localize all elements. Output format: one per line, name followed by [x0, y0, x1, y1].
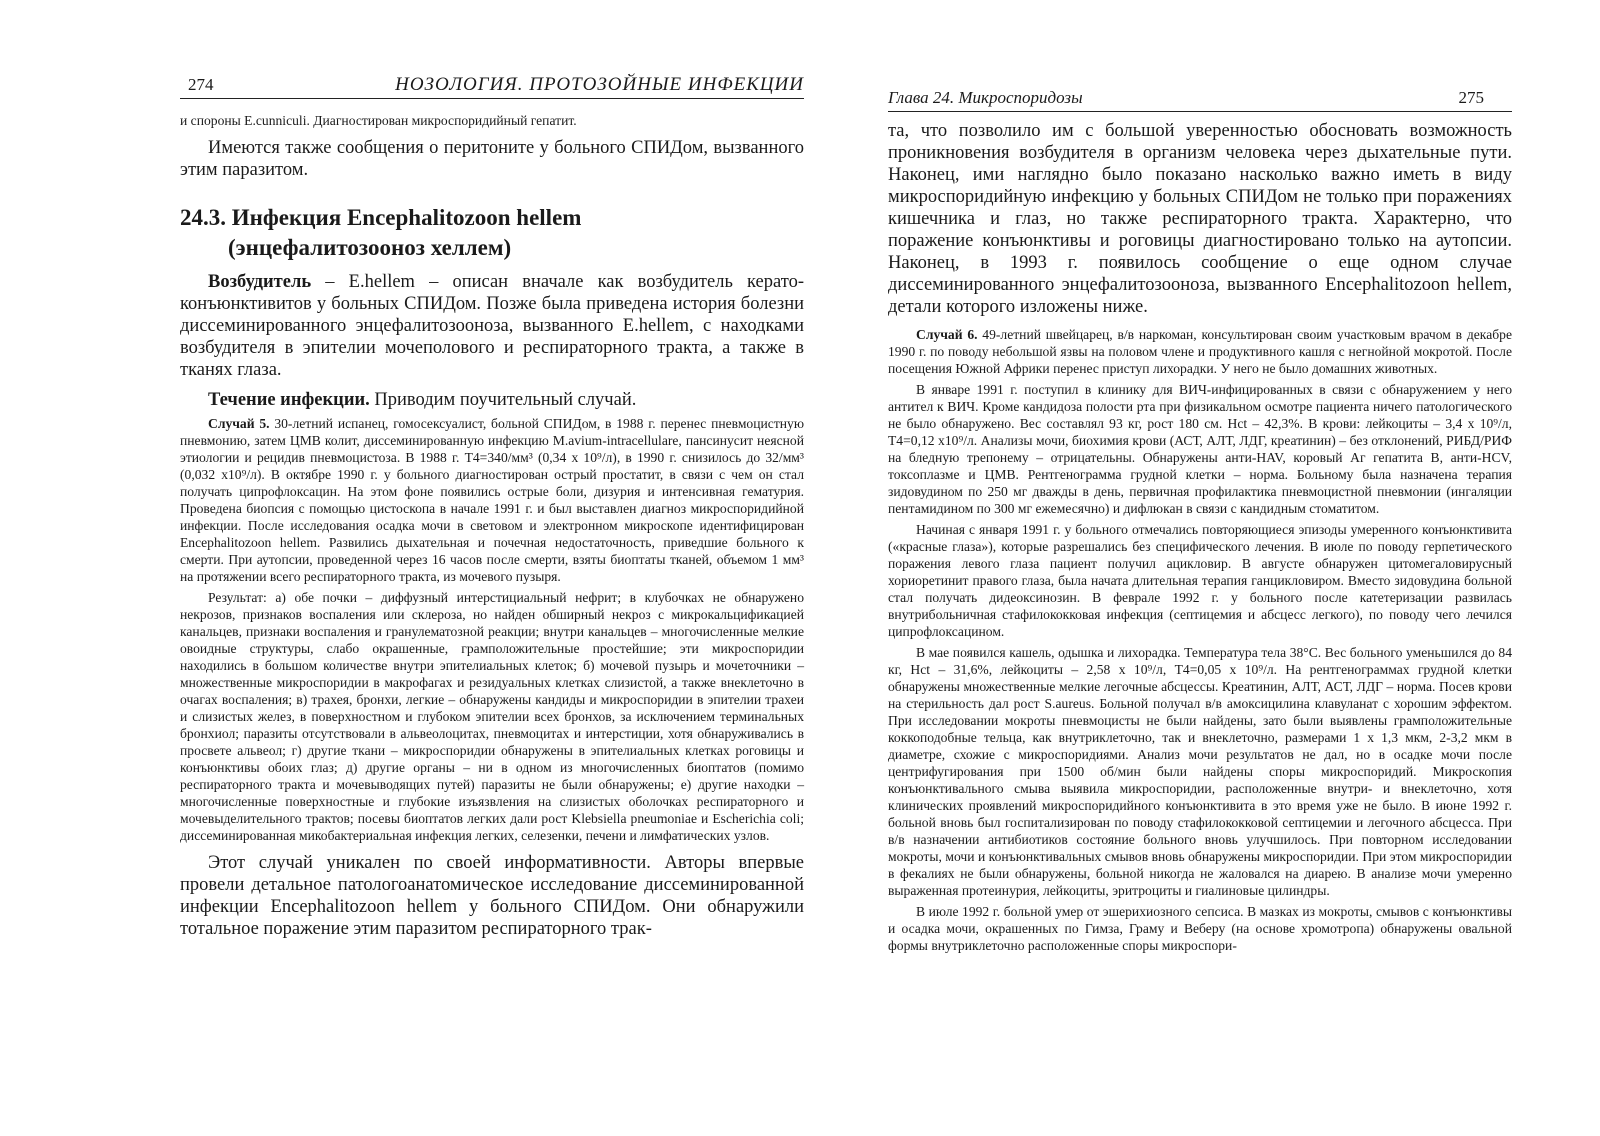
- paragraph: В июле 1992 г. больной умер от эшерихиозного сепсиса. В мазках из мокроты, смывов с конъюнктивы и осадка мочи, окрашенных по Гимза, Граму и Веберу (на основе хромотропа) обнаружены овальной формы внутриклеточно расположенные споры микроспори-: [888, 904, 1512, 953]
- run-in-label: Возбудитель: [208, 272, 312, 292]
- continued-paragraph: и спороны E.cunniculi. Диагностирован микроспоридийный гепатит.: [180, 113, 577, 128]
- paragraph: [180, 389, 804, 411]
- paragraph-text: – E.hellem – описан вначале как возбудитель керато-конъюнктивитов у больных СПИДом. Позже была приведена история болезни диссеминированного энцефалитозооноза, вызванного E.hellem, с находками возбудителя в эпителии мочеполового и респираторного тракта, а также в тканях глаза.: [180, 272, 804, 380]
- case-text: 49-летний швейцарец, в/в наркоман, консультирован своим участковым врачом в декабре 1990 г. по поводу небольшой язвы на половом члене и продуктивного кашля с негнойной мокротой. После посещения Южной Африки перенес приступ лихорадки. У него не было домашних животных.: [888, 327, 1512, 376]
- continued-paragraph: та, что позволило им с большой уверенностью обосновать возможность проникновения возбудителя в организм человека через дыхательные пути. Наконец, ими наглядно было показано насколько важно иметь в виду микроспоридийную инфекцию у больных СПИДом не только при поражениях кишечника и глаз, но также респираторного тракта. Характерно, что поражение конъюнктивы и роговицы диагностировано только на аутопсии. Наконец, в 1993 г. появилось сообщение о еще одном случае диссеминированного энцефалитозооноза, вызванного Encephalitozoon hellem, детали которого изложены ниже.: [888, 121, 1512, 317]
- case-paragraph: [180, 415, 804, 585]
- case-label: Случай 5.: [208, 416, 270, 431]
- paragraph: Начиная с января 1991 г. у больного отмечались повторяющиеся эпизоды умеренного конъюнктивита («красные глаза»), которые разрешались без специфического лечения. В июле по поводу герпетического поражения левого глаза пациент получил ацикловир. В августе обнаружен цитомегаловирусный хориоретинит правого глаза, была начата длительная терапия ганцикловиром. Вместо зидовудина больной стал получать дидеоксинозин. В феврале 1992 г. у больного после катетеризации развилась внутрибольничная стафилококковая инфекция (септицемия и абсцесс легкого), по поводу чего лечился ципрофлоксацином.: [888, 522, 1512, 639]
- result-paragraph: Результат: а) обе почки – диффузный интерстициальный нефрит; в клубочках не обнаружено некрозов, признаков воспаления или склероза, но найден обширный некроз с микрокальцификацией канальцев, признаки воспаления и гранулематозной реакции; внутри канальцев – многочисленные мелкие овоидные структуры, слабо окрашенные, грамположительные простейшие; эти микроспоридии находились в большом количестве внутри эпителиальных клеток; б) мочевой пузырь и мочеточники – множественные микроспоридии в макрофагах и резидуальных клетках слизистой, а также внеклеточно в очагах воспаления; в) трахея, бронхи, легкие – обнаружены кандиды и микроспоридии в эпителии трахеи и слизистых желез, в поверхностном и глубоком эпителии всех бронхов, за исключением терминальных бронхиол; паразиты отсутствовали в альвеолоцитах, пневмоцитах и интерстиции, хотя обнаруживались в просвете альвеол; г) другие ткани – микроспоридии обнаружены в эпителиальных клетках роговицы и конъюнктивы обоих глаз; д) другие органы – ни в одном из многочисленных биоптатов (помимо респираторного тракта и мочевыводящих путей) паразиты не были обнаружены; е) другие находки – многочисленные поверхностные и глубокие изъязвления на слизистых оболочках респираторного и мочевыделительного трактов; посевы биоптатов легких дали рост Klebsiella pneumoniae и Escherichia coli; диссеминированная микобактериальная инфекция легких, селезенки, печени и лимфатических узлов.: [180, 590, 804, 843]
- case-label: Случай 6.: [916, 327, 978, 342]
- paragraph: В январе 1991 г. поступил в клинику для ВИЧ-инфицированных в связи с обнаружением у него антител к ВИЧ. Кроме кандидоза полости рта при физикальном осмотре пациента ничего патологического не было обнаружено. Вес составлял 93 кг, рост 180 см. Hct – 42,3%. В крови: лейкоциты – 3,4 х 10⁹/л, T4=0,12 х10⁹/л. Анализы мочи, биохимия крови (АСТ, АЛТ, ЛДГ, креатинин) – без отклонений, РИБД/РИФ на бледную трепонему – отрицательны. Обнаружены анти-HAV, коровый Аг гепатита В, анти-HCV, токсоплазме и ЦМВ. Рентгенограмма грудной клетки – норма. Больному была назначена терапия зидовудином по 250 мг дважды в день, первичная профилактика пневмоцистной пневмонии (ингаляции пентамидином по 300 мг ежемесячно) и дифлюкан в связи с кандидным стоматитом.: [888, 382, 1512, 516]
- running-head: [180, 74, 804, 99]
- paragraph-text: Приводим поучительный случай.: [369, 390, 637, 410]
- case-paragraph: [888, 326, 1512, 377]
- running-head: [888, 87, 1512, 112]
- paragraph: Имеются также сообщения о перитоните у больного СПИДом, вызванного этим паразитом.: [180, 138, 804, 180]
- paragraph: Этот случай уникален по своей информативности. Авторы впервые провели детальное патологоанатомическое исследование диссеминированной инфекции Encephalitozoon hellem у больного СПИДом. Они обнаружили тотальное поражение этим паразитом респираторного трак-: [180, 853, 804, 939]
- page-number: 274: [188, 75, 214, 94]
- case-text: 30-летний испанец, гомосексуалист, больной СПИДом, в 1988 г. перенес пневмоцистную пневмонию, затем ЦМВ колит, диссеминированную инфекцию M.avium-intracellulare, пансинусит неясной этиологии и рецидив пневмоцистоза. В 1988 г. T4=340/мм³ (0,34 х 10⁹/л), в 1990 г. снизилось до 32/мм³ (0,032 х10⁹/л). В октябре 1990 г. у больного диагностирован острый простатит, в связи с чем он стал получать ципрофлоксацин. На этом фоне появились острые боли, дизурия и интенсивная гематурия. Проведена биопсия с помощью цистоскопа в начале 1991 г. и был выставлен диагноз микроспоридийной инфекции. После исследования осадка мочи в световом и электронном микроскопе идентифицирован Encephalitozoon hellem. Развились дыхательная и почечная недостаточность, приведшие больного к смерти. При аутопсии, проведенной через 16 часов после смерти, взяты биоптаты тканей, объемом 1 мм³ на протяжении всего респираторного тракта, из мочевого пузыря.: [180, 416, 804, 584]
- page-body: [888, 120, 1512, 954]
- run-in-label: Течение инфекции.: [208, 390, 370, 410]
- section-heading-subtitle: (энцефалитозооноз хеллем): [228, 235, 512, 260]
- running-title: НОЗОЛОГИЯ. ПРОТОЗОЙНЫЕ ИНФЕКЦИИ: [395, 74, 804, 95]
- page-number: 275: [1458, 88, 1484, 107]
- paragraph: [180, 271, 804, 381]
- section-heading: [180, 203, 804, 263]
- section-heading-line: 24.3. Инфекция Encephalitozoon hellem: [180, 205, 582, 230]
- page-body: [180, 108, 804, 940]
- running-title: Глава 24. Микроспоридозы: [888, 88, 1083, 107]
- paragraph: В мае появился кашель, одышка и лихорадка. Температура тела 38°С. Вес больного уменьшился до 84 кг, Hct – 31,6%, лейкоциты – 2,58 х 10⁹/л, T4=0,05 х 10⁹/л. На рентгенограммах грудной клетки обнаружены множественные мелкие легочные абсцессы. Креатинин, АЛТ, АСТ, ЛДГ – норма. Посев крови на стерильность дал рост S.aureus. Больной получал в/в амоксицилина клавуланат с хорошим эффектом. При исследовании мокроты пневмоцисты не были найдены, зато были выявлены грамположительные коккоподобные тельца, как внутриклеточно, так и внеклеточно, размерами 1 х 1,3 мкм, 2-3,2 мкм в диаметре, схожие с микроспоридиями. Анализ мочи результатов не дал, но в осадке мочи после центрифугирования при 1500 об/мин были найдены споры микроспоридий. Микроскопия конъюнктивального смыва выявила микроспоридии, расположенные внутри- и внеклеточно, хотя клинических проявлений микроспоридийного конъюнктивита в это время уже не было. В июне 1992 г. больной вновь был госпитализирован по поводу стафилококковой септицемии и легочного абсцесса. При в/в назначении антибиотиков состояние больного вновь улучшилось. При повторном исследовании мокроты, мочи и конъюнктивальных смывов вновь обнаружены микроспоридии. При этом микроспоридии в фекалиях не были обнаружены, больной никогда не жаловался на диарею. В анализе мочи умеренно выраженная протеинурия, лейкоциты, эритроциты и гиалиновые цилиндры.: [888, 645, 1512, 898]
